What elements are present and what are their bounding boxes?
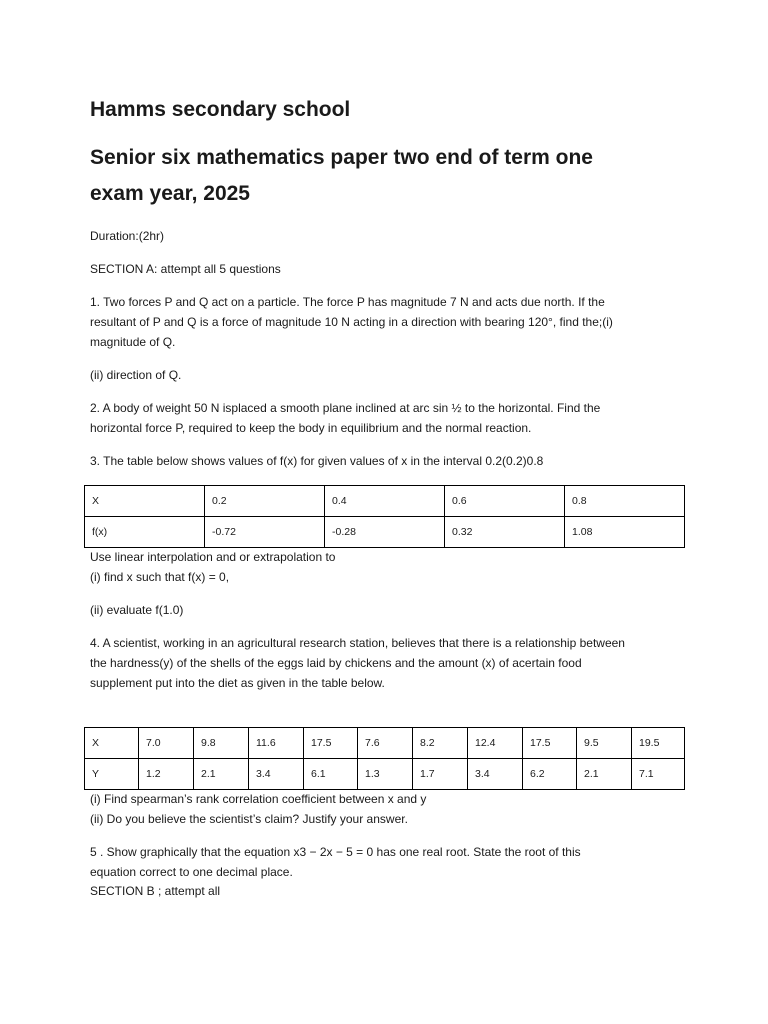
table-row [85, 759, 685, 790]
table-cell: 6.2 [523, 759, 577, 790]
hardness-supplement-table [84, 727, 685, 790]
table-cell: 1.2 [139, 759, 194, 790]
table-cell: 0.2 [205, 486, 325, 517]
question-5-line-2: equation correct to one decimal place. [90, 864, 293, 879]
table-cell: 8.2 [413, 728, 468, 759]
table-cell: 1.08 [565, 517, 685, 548]
table-cell: Y [85, 759, 139, 790]
table-cell: 12.4 [468, 728, 523, 759]
question-1-part-2: (ii) direction of Q. [90, 368, 182, 382]
question-4-parts [90, 790, 675, 829]
table-cell: 2.1 [194, 759, 249, 790]
question-2 [90, 398, 675, 438]
question-4-line-3: supplement put into the diet as given in the table below. [90, 676, 385, 690]
question-3-intro: 3. The table below shows values of f(x) for given values of x in the interval 0.2(0.2)0.8 [90, 454, 544, 468]
table-row [85, 728, 685, 759]
table-cell: f(x) [85, 517, 205, 548]
question-3-part-1: (i) find x such that f(x) = 0, [90, 569, 230, 584]
table-cell: 6.1 [304, 759, 358, 790]
table-cell: 0.8 [565, 486, 685, 517]
question-4-line-1: 4. A scientist, working in an agricultural research station, believes that there is a relationship between [90, 636, 625, 650]
table-cell: 0.32 [445, 517, 565, 548]
table-cell: -0.28 [325, 517, 445, 548]
question-3-instructions [90, 548, 675, 587]
question-1-line-2: resultant of P and Q is a force of magnitude 10 N acting in a direction with bearing 120°, find the;(i) [90, 315, 613, 329]
exam-title-line-1: Senior six mathematics paper two end of term one [90, 146, 593, 169]
question-4-line-2: the hardness(y) of the shells of the eggs laid by chickens and the amount (x) of acertain food [90, 656, 582, 670]
table-cell: 7.6 [358, 728, 413, 759]
table-cell: 7.0 [139, 728, 194, 759]
table-cell: 7.1 [632, 759, 685, 790]
section-a-heading: SECTION A: attempt all 5 questions [90, 262, 281, 276]
question-5 [90, 843, 675, 902]
question-5-line-1: 5 . Show graphically that the equation x3 − 2x − 5 = 0 has one real root. State the root of this [90, 845, 581, 859]
question-4-part-1: (i) Find spearman’s rank correlation coefficient between x and y [90, 792, 427, 806]
question-1 [90, 292, 675, 352]
table-cell: 17.5 [523, 728, 577, 759]
table-cell: 17.5 [304, 728, 358, 759]
table-cell: 1.3 [358, 759, 413, 790]
table-cell: 19.5 [632, 728, 685, 759]
table-cell: 3.4 [468, 759, 523, 790]
table-row [85, 517, 685, 548]
table-cell: 0.4 [325, 486, 445, 517]
table-row [85, 486, 685, 517]
question-1-line-3: magnitude of Q. [90, 335, 176, 349]
question-4 [90, 633, 675, 693]
table-cell: 0.6 [445, 486, 565, 517]
question-4-part-2: (ii) Do you believe the scientist’s claim? Justify your answer. [90, 811, 408, 826]
table-cell: 9.8 [194, 728, 249, 759]
table-cell: 2.1 [577, 759, 632, 790]
table-cell: 11.6 [249, 728, 304, 759]
question-3-part-2: (ii) evaluate f(1.0) [90, 603, 184, 617]
fx-values-table [84, 485, 685, 548]
table-cell: 1.7 [413, 759, 468, 790]
question-2-line-1: 2. A body of weight 50 N isplaced a smooth plane inclined at arc sin ½ to the horizontal. Find the [90, 401, 601, 415]
table-cell: X [85, 728, 139, 759]
question-1-line-1: 1. Two forces P and Q act on a particle. The force P has magnitude 7 N and acts due north. If the [90, 295, 605, 309]
question-2-line-2: horizontal force P, required to keep the body in equilibrium and the normal reaction. [90, 421, 532, 435]
table-cell: 9.5 [577, 728, 632, 759]
question-3-instruction: Use linear interpolation and or extrapolation to [90, 550, 336, 564]
duration: Duration:(2hr) [90, 229, 165, 243]
school-name: Hamms secondary school [90, 98, 351, 121]
table-cell: X [85, 486, 205, 517]
section-b-heading: SECTION B ; attempt all [90, 884, 221, 898]
exam-title-line-2: exam year, 2025 [90, 182, 250, 205]
table-cell: -0.72 [205, 517, 325, 548]
table-cell: 3.4 [249, 759, 304, 790]
